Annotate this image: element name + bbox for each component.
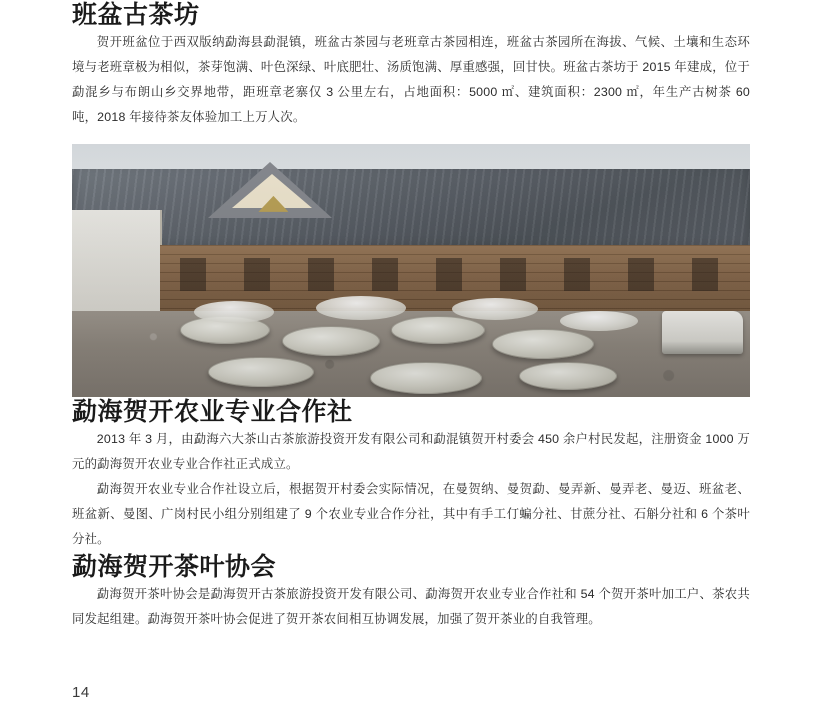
section-paragraph-banpen-1: 贺开班盆位于西双版纳勐海县勐混镇，班盆古茶园与老班章古茶园相连，班盆古茶园所在海拔、气候、土壤和生态环境与老班章极为相似，茶芽饱满、叶色深绿、叶底肥壮、汤质饱满、厚重感强，回甘快。班盆古茶坊于 2015 年建成，位于勐混乡与布朗山乡交界地带，距班章老寨仅 3 公里左右，占地面积：5000 ㎡、建筑面积：2300 ㎡，年生产古树茶 60 吨，2018 年接待茶友体验加工上万人次。 bbox=[72, 35, 750, 124]
section-paragraph-cooperative-1: 2013 年 3 月，由勐海六大茶山古茶旅游投资开发有限公司和勐混镇贺开村委会 450 余户村民发起，注册资金 1000 万元的勐海贺开农业专业合作社正式成立。 bbox=[72, 432, 750, 471]
section-title-cooperative: 勐海贺开农业专业合作社 bbox=[72, 398, 353, 426]
banpen-tea-workshop-photo bbox=[72, 144, 750, 397]
section-title-banpen: 班盆古茶坊 bbox=[72, 1, 200, 29]
page-content bbox=[72, 0, 750, 632]
section-title-association: 勐海贺开茶叶协会 bbox=[72, 553, 277, 581]
section-paragraph-association-1: 勐海贺开茶叶协会是勐海贺开古茶旅游投资开发有限公司、勐海贺开农业专业合作社和 54 个贺开茶叶加工户、茶农共同发起组建。勐海贺开茶叶协会促进了贺开茶农间相互协调发展，加强了贺开茶业的自我管理。 bbox=[72, 587, 750, 626]
section-paragraph-cooperative-2: 勐海贺开农业专业合作社设立后，根据贺开村委会实际情况，在曼贺纳、曼贺勐、曼弄新、曼弄老、曼迈、班盆老、班盆新、曼图、广岗村民小组分别组建了 9 个农业专业合作分社，其中有手工仃蝙分社、甘蔗分社、石斛分社和 6 个茶叶分社。 bbox=[72, 482, 750, 546]
page-number: 14 bbox=[72, 684, 90, 701]
photo-color-grade bbox=[72, 144, 750, 397]
